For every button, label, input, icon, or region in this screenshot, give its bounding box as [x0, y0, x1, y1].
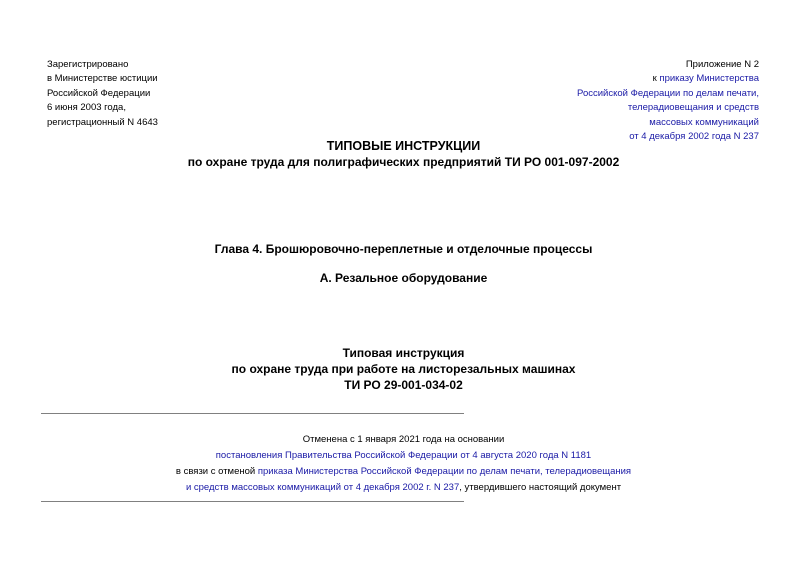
instruction-code: ТИ РО 29-001-034-02 — [344, 378, 463, 392]
registration-block — [47, 58, 158, 130]
registration-date: 6 июня 2003 года, — [47, 102, 126, 114]
order-link-line[interactable]: телерадиовещания и средств — [627, 102, 759, 114]
registration-number: регистрационный N 4643 — [47, 116, 158, 128]
notice-line — [0, 464, 807, 481]
appendix-prefix: к — [652, 73, 660, 85]
notice-prefix: в связи с отменой — [175, 466, 258, 477]
section-title: А. Резальное оборудование — [319, 271, 488, 285]
notice-line: Отменена с 1 января 2021 года на основании — [302, 434, 505, 445]
appendix-label: Приложение N 2 — [685, 59, 759, 70]
order-cancel-link-cont[interactable]: и средств массовых коммуникаций от 4 декабря 2002 г. N 237 — [185, 482, 460, 493]
instruction-title: Типовая инструкция — [342, 346, 465, 360]
order-link-line[interactable]: массовых коммуникаций — [649, 116, 759, 128]
instruction-subtitle: по охране труда при работе на листорезальных машинах — [231, 362, 576, 376]
notice-suffix: , утвердившего настоящий документ — [459, 482, 622, 493]
resolution-link[interactable]: постановления Правительства Российской Федерации от 4 августа 2020 года N 1181 — [215, 450, 592, 461]
notice-line — [0, 480, 807, 497]
order-link-line[interactable]: Российской Федерации по делам печати, — [577, 87, 759, 99]
document-subtitle: по охране труда для полиграфических предприятий ТИ РО 001-097-2002 — [187, 155, 620, 169]
divider-bottom — [41, 501, 464, 502]
order-link-date[interactable]: от 4 декабря 2002 года N 237 — [629, 131, 759, 143]
appendix-block — [577, 58, 759, 144]
order-cancel-link[interactable]: приказа Министерства Российской Федерации по делам печати, телерадиовещания — [257, 466, 632, 477]
divider-top — [41, 413, 464, 414]
chapter-title: Глава 4. Брошюровочно-переплетные и отделочные процессы — [214, 242, 593, 256]
notice-line — [0, 448, 807, 465]
registration-line: Зарегистрировано — [47, 59, 129, 70]
document-title: ТИПОВЫЕ ИНСТРУКЦИИ — [326, 139, 481, 153]
order-link[interactable]: приказу Министерства — [659, 73, 759, 85]
appendix-order-line — [577, 72, 759, 86]
registration-line: в Министерстве юстиции — [47, 73, 158, 85]
registration-line: Российской Федерации — [47, 87, 151, 99]
